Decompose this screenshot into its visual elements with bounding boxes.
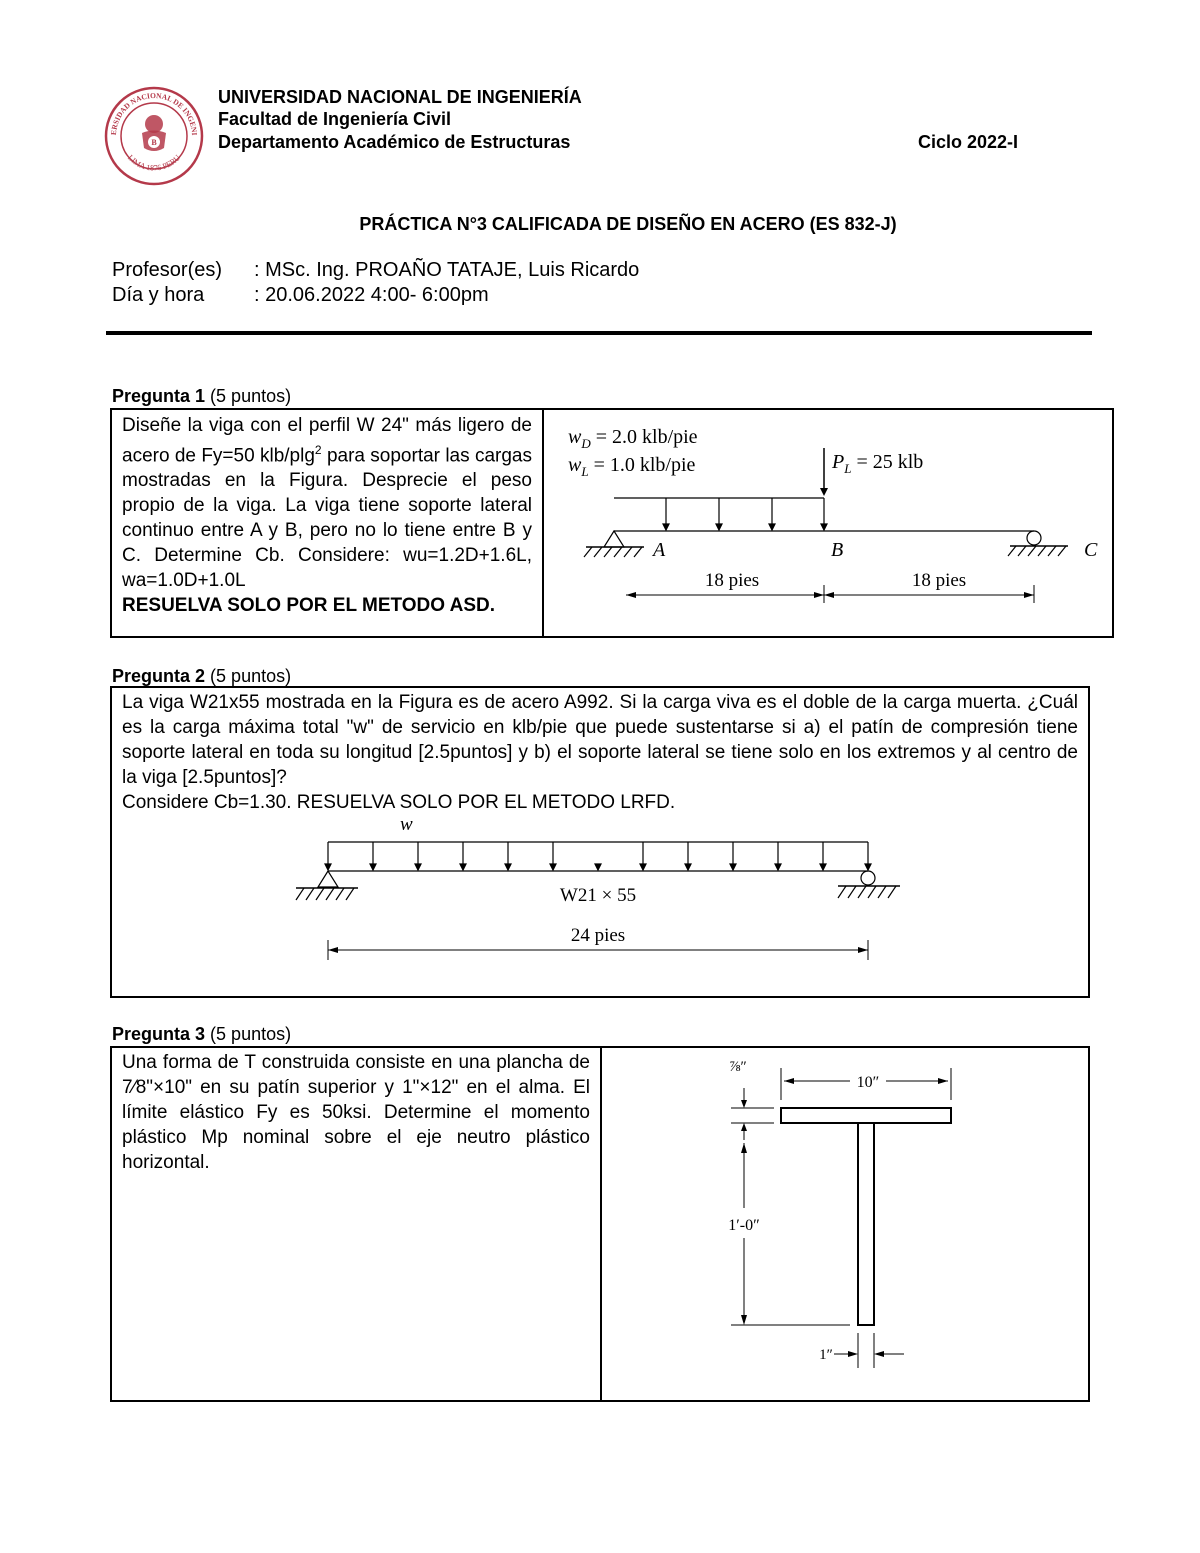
label-a: A	[653, 539, 666, 561]
question-3-points: (5 puntos)	[210, 1024, 292, 1044]
question-3-text: Una forma de T construida consiste en una plancha de 7⁄8"×10" en su patín superior y 1"×12" en el alma. El límite elástico Fy es 50ksi. Determine el momento plástico Mp nominal sobre el eje neutro plástico horizontal.	[122, 1052, 590, 1173]
span-bc: 18 pies	[911, 570, 967, 591]
web-thickness-label: 1″	[819, 1347, 833, 1363]
flange-width-label: 10″	[856, 1074, 880, 1091]
support-a	[604, 531, 624, 547]
question-1-figure	[546, 410, 1112, 636]
pl-label: $P_L = 25$ klb	[832, 451, 924, 476]
svg-text:UNIVERSIDAD NACIONAL DE INGENI: ERSIDAD NACIONAL DE INGENI	[108, 90, 200, 136]
question-3-title	[112, 1024, 291, 1045]
question-1-method: RESUELVA SOLO POR EL METODO ASD.	[122, 595, 496, 617]
support-right	[861, 871, 875, 885]
svg-text:B: B	[151, 138, 157, 147]
question-1-text-a: Diseñe la viga con el perfil W 24" más ligero de acero de Fy=50 klb/plg	[122, 415, 532, 467]
support-c	[1027, 531, 1041, 545]
wd-label: $w_D = 2.0$ klb/pie	[568, 426, 698, 451]
t-web	[858, 1123, 874, 1325]
question-2-points: (5 puntos)	[210, 666, 292, 686]
svg-text:LIMA 1876 PERU: LIMA 1876 PERU	[125, 153, 183, 173]
support-left	[318, 871, 338, 887]
uniform-load-arrows	[325, 842, 871, 870]
span-24: 24 pies	[570, 925, 626, 946]
question-2-title	[112, 666, 291, 687]
flange-thickness-label: ⅞″	[729, 1059, 747, 1075]
distributed-load-arrows	[663, 498, 827, 530]
label-b: B	[831, 539, 844, 561]
date-value: : 20.06.2022 4:00- 6:00pm	[254, 284, 489, 306]
question-3-number: Pregunta 3	[112, 1024, 206, 1044]
question-2-figure	[112, 812, 1088, 998]
label-c: C	[1084, 539, 1098, 561]
exam-title: PRÁCTICA N°3 CALIFICADA DE DISEÑO EN ACERO (ES 832-J)	[359, 214, 897, 234]
w-label: w	[400, 814, 413, 835]
question-3-divider	[600, 1048, 602, 1400]
question-1-points: (5 puntos)	[210, 386, 292, 406]
question-2-statement: La viga W21x55 mostrada en la Figura es de acero A992. Si la carga viva es el doble de la carga muerta. ¿Cuál es la carga máxima total "w" de servicio en klb/pie que puede sustentarse si a) el patín de compresión tiene soporte lateral en toda su longitud [2.5puntos] y b) el soporte lateral se tiene solo en los extremos y al centro de la viga [2.5puntos]?	[122, 692, 1078, 788]
faculty-name: Facultad de Ingeniería Civil	[218, 109, 452, 129]
university-name: UNIVERSIDAD NACIONAL DE INGENIERÍA	[218, 87, 582, 107]
wl-label: $w_L = 1.0$ klb/pie	[568, 454, 696, 479]
question-1-divider	[542, 410, 544, 636]
question-1-text-b: para soportar las cargas mostradas en la Figura. Desprecie el peso propio de la viga. La viga tiene soporte lateral continuo entre A y B, pero no lo tiene entre B y C. Determine Cb. Considere: wu=1.2D+1.6L, wa=1.0D+1.0L	[122, 445, 532, 592]
t-flange	[781, 1108, 951, 1123]
web-height-label: 1′-0″	[728, 1217, 760, 1234]
date-label: Día y hora	[112, 284, 205, 306]
department-name: Departamento Académico de Estructuras	[218, 132, 571, 152]
university-seal	[104, 86, 204, 186]
question-2-number: Pregunta 2	[112, 666, 206, 686]
professor-value: : MSc. Ing. PROAÑO TATAJE, Luis Ricardo	[254, 259, 640, 281]
header-divider	[106, 331, 1092, 335]
cycle-label: Ciclo 2022-I	[918, 132, 1019, 152]
question-1-text	[122, 413, 532, 618]
question-3-figure	[604, 1048, 1088, 1400]
question-2-method: Considere Cb=1.30. RESUELVA SOLO POR EL METODO LRFD.	[122, 792, 676, 813]
section-label: W21 × 55	[559, 885, 637, 906]
question-1-box	[110, 408, 1114, 638]
question-2-text	[122, 690, 1078, 815]
question-2-box	[110, 686, 1090, 998]
professor-label: Profesor(es)	[112, 259, 223, 281]
question-1-superscript: 2	[314, 443, 322, 457]
question-1-number: Pregunta 1	[112, 386, 206, 406]
span-ab: 18 pies	[704, 570, 760, 591]
question-3-box	[110, 1046, 1090, 1402]
question-1-title	[112, 386, 291, 407]
